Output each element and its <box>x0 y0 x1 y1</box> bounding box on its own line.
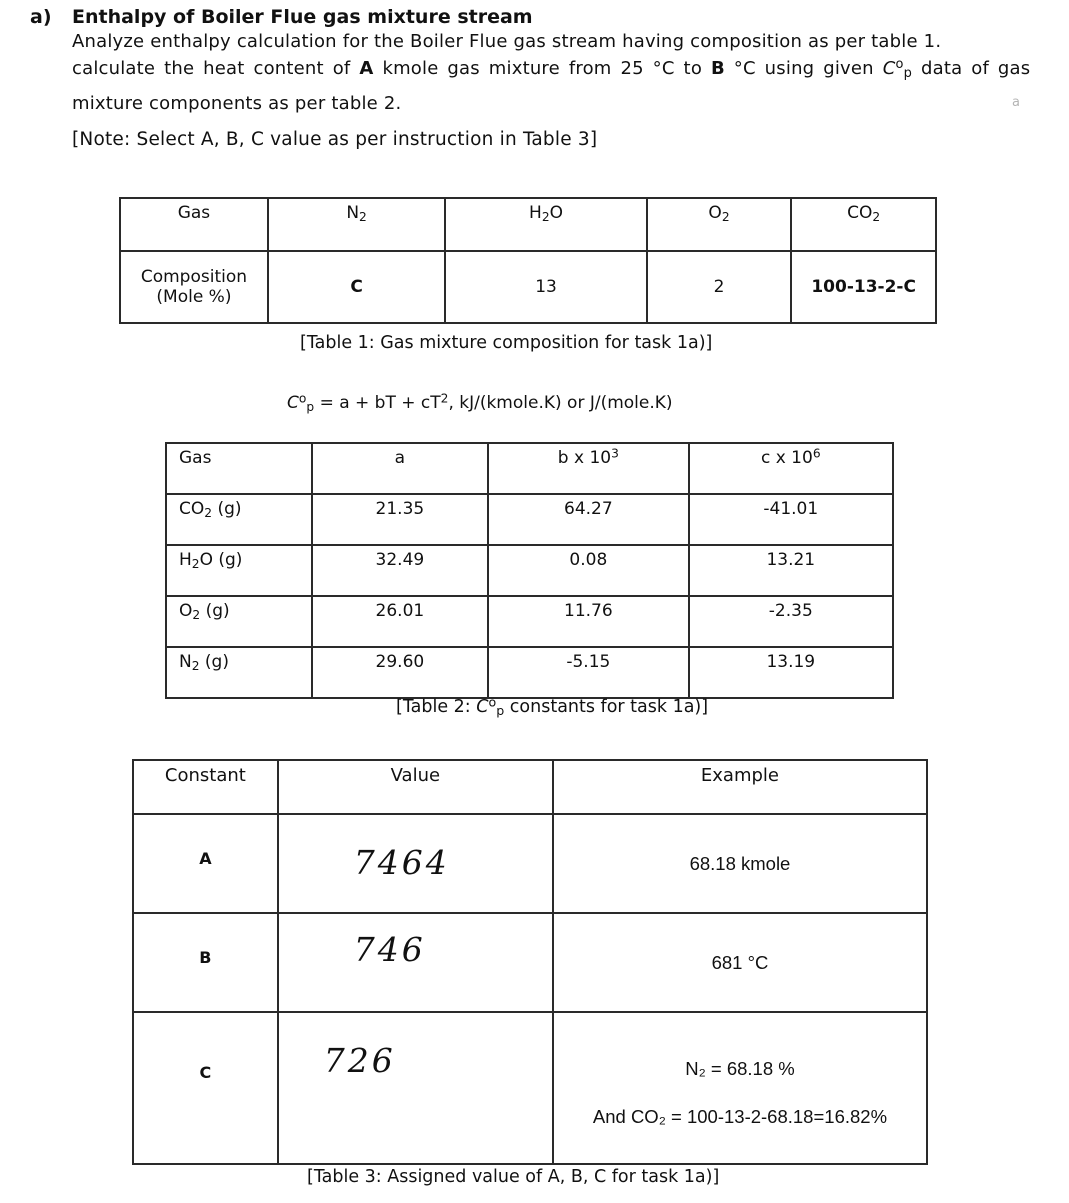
t2-gas-o2: $O_2$ (g) <box>166 596 312 647</box>
table-2-header-row <box>166 443 893 494</box>
cp-formula: $C^o_p = a$ + bT + $cT^2$, kJ/(kmole.K) or J/(mole.K) <box>287 391 673 415</box>
table-row <box>166 596 893 647</box>
table-row <box>133 814 927 913</box>
t2-gas-co2: $CO_2$ (g) <box>166 494 312 545</box>
t2-b: 64.27 <box>488 494 688 545</box>
t1-value-h2o: 13 <box>445 251 646 323</box>
t2-b: -5.15 <box>488 647 688 698</box>
handwritten-value-b: 746 <box>353 930 426 969</box>
t2-header-b: b x $10^3$ <box>488 443 688 494</box>
faint-mark: a <box>1012 95 1020 110</box>
t3-constant-c: C <box>133 1012 278 1164</box>
question-title: Enthalpy of Boiler Flue gas mixture stream <box>72 6 533 28</box>
table-row <box>133 1012 927 1164</box>
t2-header-gas: Gas <box>166 443 312 494</box>
t2-a: 29.60 <box>312 647 489 698</box>
t3-value-a <box>278 814 553 913</box>
t3-value-b <box>278 913 553 1012</box>
cp-symbol: $C^o_p$ <box>476 694 505 719</box>
t3-constant-a: A <box>133 814 278 913</box>
table-row <box>133 913 927 1012</box>
paragraph-line-2 <box>72 57 1031 82</box>
var-B: B <box>710 58 725 79</box>
table-row <box>166 494 893 545</box>
t3-header-constant: Constant <box>133 760 278 814</box>
t2-b: 0.08 <box>488 545 688 596</box>
question-label: a) <box>30 6 52 28</box>
table-1-composition <box>119 197 937 324</box>
t2-c: 13.19 <box>689 647 893 698</box>
t2-c: -2.35 <box>689 596 893 647</box>
table-2-cp-constants <box>165 442 894 699</box>
t1-value-o2: 2 <box>647 251 792 323</box>
table-1-caption: [Table 1: Gas mixture composition for task 1a)] <box>300 333 713 353</box>
line2-part-a: calculate the heat content of <box>72 58 351 79</box>
cp-symbol: $C^o_p$ <box>882 57 913 82</box>
note-line: [Note: Select A, B, C value as per instruction in Table 3] <box>72 129 598 150</box>
t2-c: -41.01 <box>689 494 893 545</box>
t1-value-n2: C <box>268 251 445 323</box>
table-1-header-row <box>120 198 936 251</box>
t2-a: 26.01 <box>312 596 489 647</box>
table-3-caption: [Table 3: Assigned value of A, B, C for task 1a)] <box>307 1167 720 1187</box>
t3-example-c-line2: And CO₂ = 100-13-2-68.18=16.82% <box>592 1106 888 1127</box>
t1-row-label: Composition (Mole %) <box>120 251 268 323</box>
table-1-composition-row <box>120 251 936 323</box>
table-2-caption: [Table 2: $C^o_p$ constants for task 1a)] <box>396 694 709 719</box>
var-A: A <box>359 58 374 79</box>
t2-b: 11.76 <box>488 596 688 647</box>
t2-a: 21.35 <box>312 494 489 545</box>
t1-header-n2: $N_2$ <box>268 198 445 251</box>
t3-example-b: 681 °C <box>553 913 927 1012</box>
t1-header-o2: $O_2$ <box>647 198 792 251</box>
t3-constant-b: B <box>133 913 278 1012</box>
t1-value-co2: 100-13-2-C <box>791 251 936 323</box>
handwritten-value-a: 7464 <box>353 843 450 882</box>
table-row <box>166 647 893 698</box>
t2-header-c: c x $10^6$ <box>689 443 893 494</box>
t3-example-c <box>553 1012 927 1164</box>
t3-header-value: Value <box>278 760 553 814</box>
t1-header-gas: Gas <box>120 198 268 251</box>
t1-header-co2: $CO_2$ <box>791 198 936 251</box>
line2-part-b: kmole gas mixture from 25 °C to <box>382 58 703 79</box>
cp-formula-rhs: = a + bT + cT <box>319 393 441 413</box>
t1-header-h2o: $H_2O$ <box>445 198 646 251</box>
t3-header-example: Example <box>553 760 927 814</box>
cp-formula-lhs: $C^o_p$ <box>287 391 315 415</box>
handwritten-value-c: 726 <box>323 1041 396 1080</box>
t2-a: 32.49 <box>312 545 489 596</box>
cp-formula-units: , kJ/(kmole.K) or J/(mole.K) <box>448 393 673 413</box>
t2-gas-h2o: $H_2O$ (g) <box>166 545 312 596</box>
line2-part-d: data of gas <box>920 58 1031 79</box>
table-3-assigned-values <box>132 759 928 1165</box>
t2-c: 13.21 <box>689 545 893 596</box>
t2-header-a: a <box>312 443 489 494</box>
paragraph-line-1: Analyze enthalpy calculation for the Boiler Flue gas stream having composition as per table 1. <box>72 31 942 52</box>
paragraph-line-3: mixture components as per table 2. <box>72 93 402 114</box>
t3-example-a: 68.18 kmole <box>553 814 927 913</box>
t2-gas-n2: $N_2$ (g) <box>166 647 312 698</box>
t3-example-c-line1: N₂ = 68.18 % <box>685 1058 795 1079</box>
line2-part-c: °C using given <box>733 58 874 79</box>
t3-value-c <box>278 1012 553 1164</box>
table-row <box>166 545 893 596</box>
table-3-header-row <box>133 760 927 814</box>
